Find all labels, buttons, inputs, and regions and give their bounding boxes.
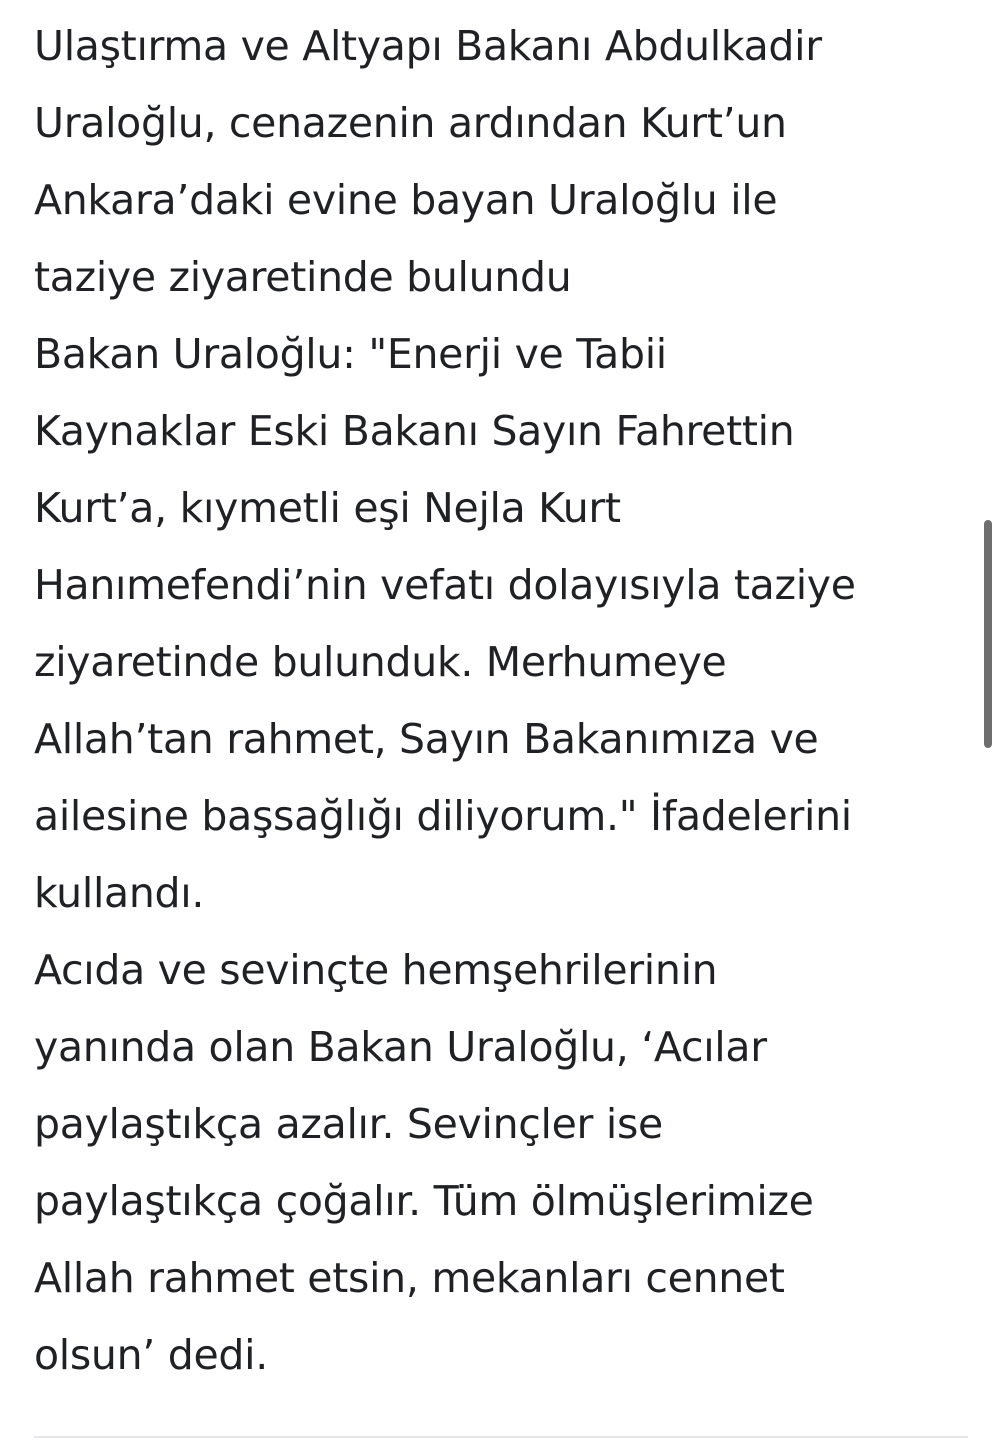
article-line: Uraloğlu, cenazenin ardından Kurt’un <box>34 99 787 147</box>
article-line: paylaştıkça azalır. Sevinçler ise <box>34 1100 663 1148</box>
article-line: yanında olan Bakan Uraloğlu, ‘Acılar <box>34 1023 767 1071</box>
article-line: Ulaştırma ve Altyapı Bakanı Abdulkadir <box>34 22 822 70</box>
article-line: Allah rahmet etsin, mekanları cennet <box>34 1254 785 1302</box>
article-line: Allah’tan rahmet, Sayın Bakanımıza ve <box>34 715 819 763</box>
article-line: olsun’ dedi. <box>34 1331 268 1379</box>
article-line: Kurt’a, kıymetli eşi Nejla Kurt <box>34 484 621 532</box>
divider <box>34 1436 968 1438</box>
article-line: Kaynaklar Eski Bakanı Sayın Fahrettin <box>34 407 795 455</box>
article-line: kullandı. <box>34 869 205 917</box>
article-line: ailesine başsağlığı diliyorum." İfadelerini <box>34 792 852 840</box>
article-line: Hanımefendi’nin vefatı dolayısıyla taziye <box>34 561 856 609</box>
article-line: Ankara’daki evine bayan Uraloğlu ile <box>34 176 778 224</box>
article-line: ziyaretinde bulunduk. Merhumeye <box>34 638 727 686</box>
scrollbar-thumb[interactable] <box>984 520 992 748</box>
article-line: Acıda ve sevinçte hemşehrilerinin <box>34 946 718 994</box>
article-line: Bakan Uraloğlu: "Enerji ve Tabii <box>34 330 667 378</box>
article-line: taziye ziyaretinde bulundu <box>34 253 572 301</box>
article-body <box>34 8 969 1394</box>
article-line: paylaştıkça çoğalır. Tüm ölmüşlerimize <box>34 1177 814 1225</box>
